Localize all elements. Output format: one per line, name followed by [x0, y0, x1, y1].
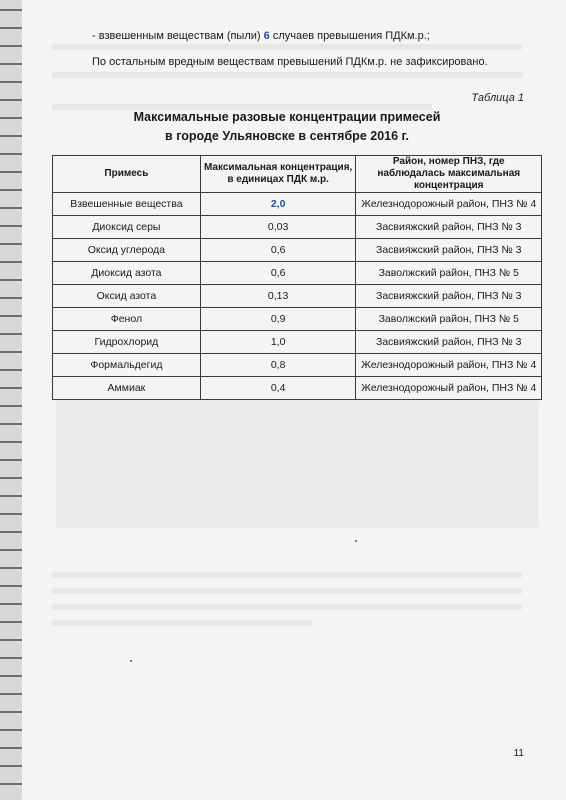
table-row [53, 331, 542, 354]
cell-substance: Формальдегид [53, 354, 201, 377]
table-row [53, 216, 542, 239]
show-through-line [52, 72, 522, 78]
cell-concentration: 0,8 [200, 354, 356, 377]
cell-district: Засвияжский район, ПНЗ № 3 [356, 285, 542, 308]
column-header-district: Район, номер ПНЗ, где наблюдалась максимальная концентрация [356, 156, 542, 193]
table-row [53, 262, 542, 285]
column-header-substance: Примесь [53, 156, 201, 193]
speck [130, 660, 132, 662]
cell-substance: Диоксид азота [53, 262, 201, 285]
cell-concentration: 0,03 [200, 216, 356, 239]
cell-district: Засвияжский район, ПНЗ № 3 [356, 331, 542, 354]
show-through-block [56, 400, 538, 528]
cell-concentration: 0,13 [200, 285, 356, 308]
table-row [53, 354, 542, 377]
table-row [53, 377, 542, 400]
cell-concentration: 0,9 [200, 308, 356, 331]
column-header-max-concentration: Максимальная концентрация, в единицах ПДК м.р. [200, 156, 356, 193]
table-row [53, 308, 542, 331]
table-caption: Таблица 1 [471, 92, 524, 104]
cell-concentration: 0,4 [200, 377, 356, 400]
list-item-suspended-matter [92, 30, 430, 42]
cell-district: Засвияжский район, ПНЗ № 3 [356, 239, 542, 262]
cell-substance: Фенол [53, 308, 201, 331]
list-item-prefix: - взвешенным веществам (пыли) [92, 30, 261, 42]
cell-district: Заволжский район, ПНЗ № 5 [356, 308, 542, 331]
cell-substance: Оксид углерода [53, 239, 201, 262]
cell-substance: Взвешенные вещества [53, 193, 201, 216]
table-row [53, 193, 542, 216]
show-through-line [52, 620, 312, 626]
concentration-table [52, 155, 542, 400]
cell-district: Железнодорожный район, ПНЗ № 4 [356, 193, 542, 216]
table-row [53, 285, 542, 308]
show-through-line [52, 44, 522, 50]
list-item-suffix: случаев превышения ПДКм.р.; [272, 30, 430, 42]
table-row [53, 239, 542, 262]
table-title-line-1: Максимальные разовые концентрации примесей [133, 110, 441, 124]
cell-district: Засвияжский район, ПНЗ № 3 [356, 216, 542, 239]
binder-spiral [0, 0, 23, 800]
cell-district: Заволжский район, ПНЗ № 5 [356, 262, 542, 285]
exceedance-count: 6 [263, 30, 270, 42]
speck [355, 540, 357, 542]
cell-concentration: 0,6 [200, 262, 356, 285]
table-header-row [53, 156, 542, 193]
cell-substance: Диоксид серы [53, 216, 201, 239]
page-number: 11 [513, 748, 524, 759]
cell-substance: Оксид азота [53, 285, 201, 308]
cell-concentration: 1,0 [200, 331, 356, 354]
cell-concentration: 0,6 [200, 239, 356, 262]
cell-substance: Гидрохлорид [53, 331, 201, 354]
cell-substance: Аммиак [53, 377, 201, 400]
paragraph-other-substances: По остальным вредным веществам превышений ПДКм.р. не зафиксировано. [92, 56, 488, 68]
show-through-line [52, 588, 522, 594]
cell-concentration: 2,0 [200, 193, 356, 216]
show-through-line [52, 604, 522, 610]
show-through-line [52, 572, 522, 578]
table-title-line-2: в городе Ульяновске в сентябре 2016 г. [165, 129, 409, 143]
cell-district: Железнодорожный район, ПНЗ № 4 [356, 377, 542, 400]
cell-district: Железнодорожный район, ПНЗ № 4 [356, 354, 542, 377]
